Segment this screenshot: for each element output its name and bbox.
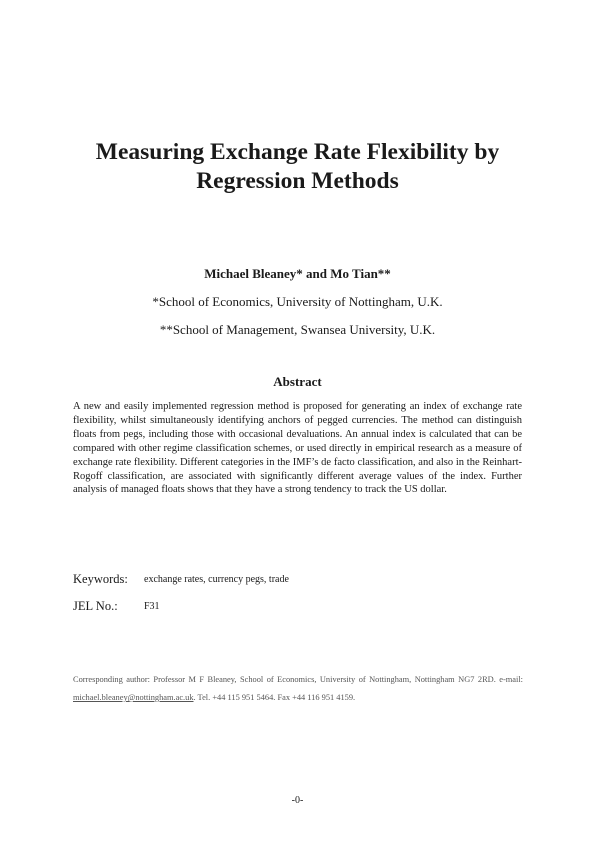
title-line-1: Measuring Exchange Rate Flexibility by bbox=[95, 139, 500, 165]
correspondence-prefix: Corresponding author: Professor M F Bleaney, School of Economics, University of Nottingham, Nottingham NG7 2RD. e-mail: bbox=[73, 675, 523, 684]
affiliation-1: *School of Economics, University of Nottingham, U.K. bbox=[152, 294, 443, 309]
keywords-row bbox=[73, 572, 289, 587]
correspondence-note bbox=[73, 671, 523, 707]
page-number: -0- bbox=[291, 795, 304, 806]
keywords-value: exchange rates, currency pegs, trade bbox=[144, 574, 289, 585]
email-link[interactable]: michael.bleaney@nottingham.ac.uk bbox=[73, 693, 194, 702]
authors: Michael Bleaney* and Mo Tian** bbox=[204, 266, 391, 281]
abstract-text: A new and easily implemented regression method is proposed for generating an index of exchange rate flexibility, whilst simultaneously identifying anchors of pegged currencies. The method can distinguish floats from pegs, including those with occasional devaluations. An annual index is calculated that can be compared with other regime classification schemes, or used directly in empirical research as a measure of exchange rate flexibility. Different categories in the IMF’s de facto classification, and also in the Reinhart-Rogoff classification, are associated with significantly different average values of the index. Further analysis of managed floats shows that they have a strong tendency to track the US dollar. bbox=[73, 401, 522, 496]
title-line-2: Regression Methods bbox=[196, 168, 399, 194]
paper-title bbox=[40, 138, 555, 196]
keywords-label: Keywords: bbox=[73, 572, 128, 586]
jel-value: F31 bbox=[144, 601, 160, 612]
correspondence-suffix: . Tel. +44 115 951 5464. Fax +44 116 951 4159. bbox=[193, 693, 356, 702]
abstract-heading: Abstract bbox=[273, 374, 322, 389]
jel-label: JEL No.: bbox=[73, 599, 118, 613]
jel-row bbox=[73, 599, 160, 614]
affiliation-2: **School of Management, Swansea University, U.K. bbox=[159, 322, 436, 337]
